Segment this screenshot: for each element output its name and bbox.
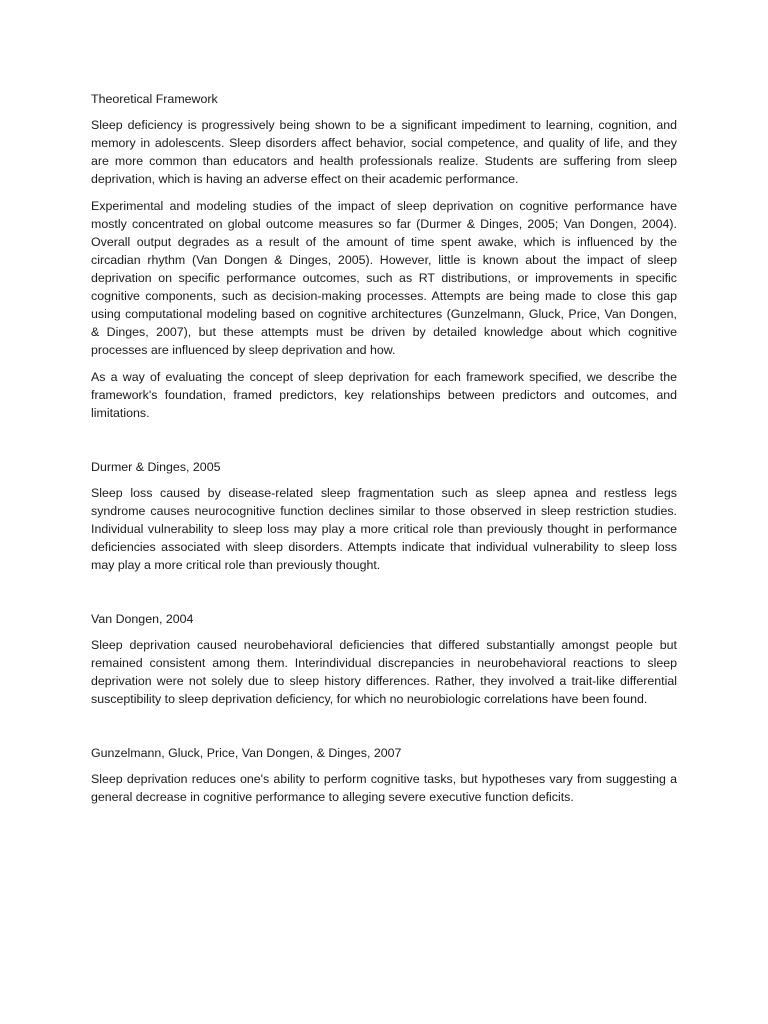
paragraph: As a way of evaluating the concept of sleep deprivation for each framework specified, we describe the framework's foundation, framed predictors, key relationships between predictors and outcomes, and limitations. (91, 370, 677, 420)
section-spacer (91, 583, 677, 610)
section-heading: Van Dongen, 2004 (91, 612, 194, 626)
section-heading: Theoretical Framework (91, 92, 218, 106)
section-spacer (91, 717, 677, 744)
paragraph: Sleep deficiency is progressively being shown to be a significant impediment to learning, cognition, and memory in adolescents. Sleep disorders affect behavior, social competence, and quality of life, and they are more common than educators and health professionals realize. Students are suffering from sleep deprivation, which is having an adverse effect on their academic performance. (91, 118, 677, 186)
section-spacer (91, 431, 677, 458)
paragraph: Sleep deprivation caused neurobehavioral deficiencies that differed substantially amongst people but remained consistent among them. Interindividual discrepancies in neurobehavioral reactions to sleep deprivation were not solely due to sleep history differences. Rather, they involved a trait-like differential susceptibility to sleep deprivation deficiency, for which no neurobiologic correlations have been found. (91, 638, 677, 706)
paragraph: Sleep deprivation reduces one's ability to perform cognitive tasks, but hypotheses vary from suggesting a general decrease in cognitive performance to alleging severe executive function deficits. (91, 772, 677, 804)
section-heading: Durmer & Dinges, 2005 (91, 460, 221, 474)
paragraph: Experimental and modeling studies of the impact of sleep deprivation on cognitive performance have mostly concentrated on global outcome measures so far (Durmer & Dinges, 2005; Van Dongen, 2004). Overall output degrades as a result of the amount of time spent awake, which is influenced by the circadian rhythm (Van Dongen & Dinges, 2005). However, little is known about the impact of sleep deprivation on specific performance outcomes, such as RT distributions, or improvements in specific cognitive components, such as decision-making processes. Attempts are being made to close this gap using computational modeling based on cognitive architectures (Gunzelmann, Gluck, Price, Van Dongen, & Dinges, 2007), but these attempts must be driven by detailed knowledge about which cognitive processes are influenced by sleep deprivation and how. (91, 199, 677, 357)
document-page (91, 90, 677, 815)
section-gunzelmann-2007 (91, 744, 677, 806)
section-durmer-dinges-2005 (91, 458, 677, 574)
section-theoretical-framework (91, 90, 677, 422)
paragraph: Sleep loss caused by disease-related sleep fragmentation such as sleep apnea and restless legs syndrome causes neurocognitive function declines similar to those observed in sleep restriction studies. Individual vulnerability to sleep loss may play a more critical role than previously thought in performance deficiencies associated with sleep disorders. Attempts indicate that individual vulnerability to sleep loss may play a more critical role than previously thought. (91, 486, 677, 572)
section-heading: Gunzelmann, Gluck, Price, Van Dongen, & Dinges, 2007 (91, 746, 402, 760)
section-van-dongen-2004 (91, 610, 677, 708)
